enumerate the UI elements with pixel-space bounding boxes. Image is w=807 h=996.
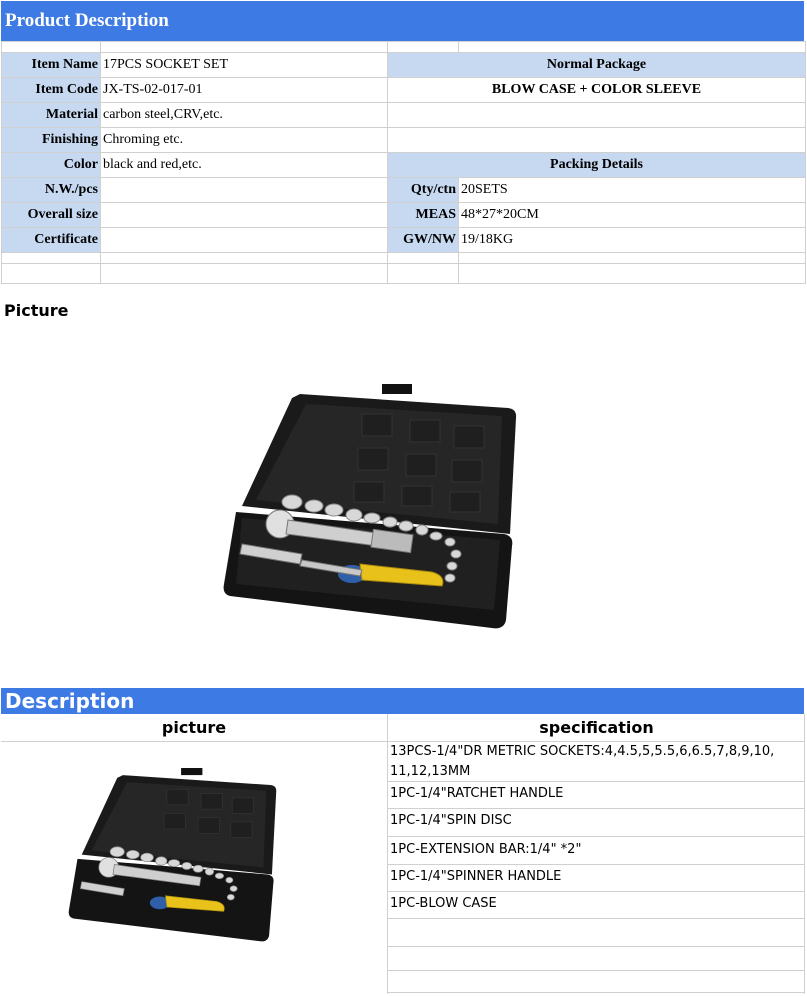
column-header-specification: specification [388,714,805,742]
item-name-value: 17PCS SOCKET SET [101,53,388,78]
overall-size-value [101,203,388,228]
list-item [388,782,805,809]
spec-item-extension: 1PC-EXTENSION BAR:1/4" *2" [390,842,582,857]
color-label: Color [2,153,101,178]
tool-case [224,384,516,628]
list-item [388,971,805,993]
table-row [2,103,806,128]
table-row [2,178,806,203]
color-value: black and red,etc. [101,153,388,178]
material-label: Material [2,103,101,128]
table-row [2,203,806,228]
meas-value: 48*27*20CM [459,203,806,228]
packing-details-label: Packing Details [388,153,806,178]
list-item [388,837,805,865]
table-row [2,128,806,153]
table-row [2,253,806,264]
certificate-value [101,228,388,253]
product-image [222,384,522,632]
finishing-value: Chroming etc. [101,128,388,153]
normal-package-value: BLOW CASE + COLOR SLEEVE [388,78,806,103]
spec-item-sockets: 13PCS-1/4"DR METRIC SOCKETS:4,4.5,5,5.5,6,6.5,7,8,9,10, [390,744,775,759]
qty-value: 20SETS [459,178,806,203]
finishing-label: Finishing [2,128,101,153]
table-row [2,228,806,253]
gw-value: 19/18KG [459,228,806,253]
column-header-picture: picture [1,714,387,742]
meas-label: MEAS [388,203,459,228]
nw-value [101,178,388,203]
item-code-value: JX-TS-02-017-01 [101,78,388,103]
table-row [2,42,806,53]
list-item [388,809,805,837]
table-row [2,78,806,103]
item-code-label: Item Code [2,78,101,103]
list-item [388,892,805,919]
spec-item-sockets-cont: 11,12,13MM [390,764,471,779]
material-value: carbon steel,CRV,etc. [101,103,388,128]
description-product-image [67,768,281,944]
list-item [388,947,805,971]
description-table [1,714,805,994]
table-row [2,153,806,178]
page-header: Product Description [1,1,804,41]
item-name-label: Item Name [2,53,101,78]
spec-item-spin-disc: 1PC-1/4"SPIN DISC [390,813,512,828]
spec-item-ratchet: 1PC-1/4"RATCHET HANDLE [390,786,564,801]
certificate-label: Certificate [2,228,101,253]
description-header: Description [1,688,804,714]
nw-label: N.W./pcs [2,178,101,203]
spec-item-spinner: 1PC-1/4"SPINNER HANDLE [390,869,562,884]
list-item [388,919,805,947]
normal-package-label: Normal Package [388,53,806,78]
table-row [2,264,806,284]
spec-item-blow-case: 1PC-BLOW CASE [390,896,497,911]
list-item [388,865,805,892]
qty-label: Qty/ctn [388,178,459,203]
spec-table [1,41,806,284]
overall-size-label: Overall size [2,203,101,228]
table-row [2,53,806,78]
picture-section-title: Picture [4,301,69,320]
list-item [388,741,805,782]
gw-label: GW/NW [388,228,459,253]
